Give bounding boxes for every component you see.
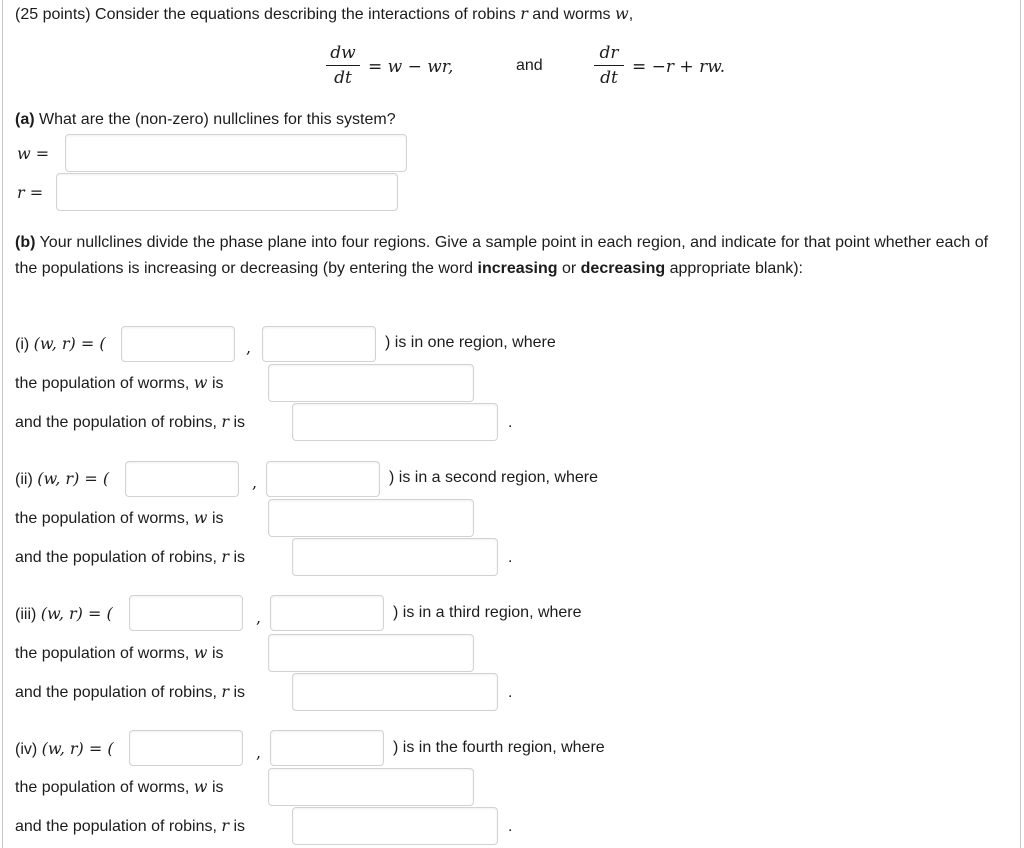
region-4-worms-input[interactable] xyxy=(268,768,474,806)
var-r: r xyxy=(520,4,528,23)
region-3-point-label: (iii) (w, r) = ( xyxy=(15,604,113,623)
region-3-worms-input[interactable] xyxy=(268,634,474,672)
nullcline-r-input[interactable] xyxy=(56,173,398,211)
region-1-w-input[interactable] xyxy=(121,326,235,362)
region-1-point-label: (i) (w, r) = ( xyxy=(15,334,106,353)
eq2-rhs: = −r + rw. xyxy=(632,57,726,77)
region-4-point-label: (iv) (w, r) = ( xyxy=(15,739,114,758)
region-2-worms-label: the population of worms, w is xyxy=(15,508,224,527)
region-2-robins-input[interactable] xyxy=(292,538,498,576)
part-b-instructions: (b) Your nullclines divide the phase plane into four regions. Give a sample point in each region, and indicate for that point whether each of the populations is increasing or decreasing (by entering the word increasing or decreasing appropriate blank): xyxy=(15,234,989,277)
eq2-denominator: dt xyxy=(600,68,618,88)
nullcline-r-label: r = xyxy=(17,183,44,202)
region-1-suffix: ) is in one region, where xyxy=(385,334,556,351)
header-intro: (25 points) Consider the equations describing the interactions of robins xyxy=(15,6,516,23)
region-2-suffix: ) is in a second region, where xyxy=(389,469,598,486)
region-1-worms-label: the population of worms, w is xyxy=(15,373,224,392)
region-3-robins-label: and the population of robins, r is xyxy=(15,682,246,701)
region-3-w-input[interactable] xyxy=(129,595,243,631)
region-3-robins-input[interactable] xyxy=(292,673,498,711)
region-4-robins-input[interactable] xyxy=(292,807,498,845)
eq2-numerator: dr xyxy=(599,43,619,63)
nullcline-w-input[interactable] xyxy=(65,134,407,172)
region-4-worms-label: the population of worms, w is xyxy=(15,777,224,796)
region-1-robins-label: and the population of robins, r is xyxy=(15,412,246,431)
eq2-fraction xyxy=(594,44,624,87)
eq1-rhs: = w − wr, xyxy=(368,57,454,77)
region-4-suffix: ) is in the fourth region, where xyxy=(393,739,605,756)
region-1-worms-input[interactable] xyxy=(268,364,474,402)
region-2-point-label: (ii) (w, r) = ( xyxy=(15,469,110,488)
region-3-r-input[interactable] xyxy=(270,595,384,631)
eq1-numerator: dw xyxy=(330,43,356,63)
region-3-suffix: ) is in a third region, where xyxy=(393,604,582,621)
problem-header: (25 points) Consider the equations describing the interactions of robins r and worms w, xyxy=(15,4,634,23)
eq1-fraction xyxy=(326,44,360,87)
region-4-robins-label: and the population of robins, r is xyxy=(15,816,246,835)
var-w: w xyxy=(615,4,629,23)
region-4-r-input[interactable] xyxy=(270,730,384,766)
region-2-w-input[interactable] xyxy=(125,461,239,497)
region-3-worms-label: the population of worms, w is xyxy=(15,643,224,662)
region-2-r-input[interactable] xyxy=(266,461,380,497)
and-label: and xyxy=(516,57,543,74)
region-1-robins-input[interactable] xyxy=(292,403,498,441)
eq1-denominator: dt xyxy=(334,68,352,88)
region-1-r-input[interactable] xyxy=(262,326,376,362)
region-2-robins-label: and the population of robins, r is xyxy=(15,547,246,566)
nullcline-w-label: w = xyxy=(17,144,50,163)
part-a-question: (a) What are the (non-zero) nullclines for this system? xyxy=(15,111,396,128)
region-4-w-input[interactable] xyxy=(129,730,243,766)
region-2-worms-input[interactable] xyxy=(268,499,474,537)
header-and: and worms xyxy=(532,6,611,23)
